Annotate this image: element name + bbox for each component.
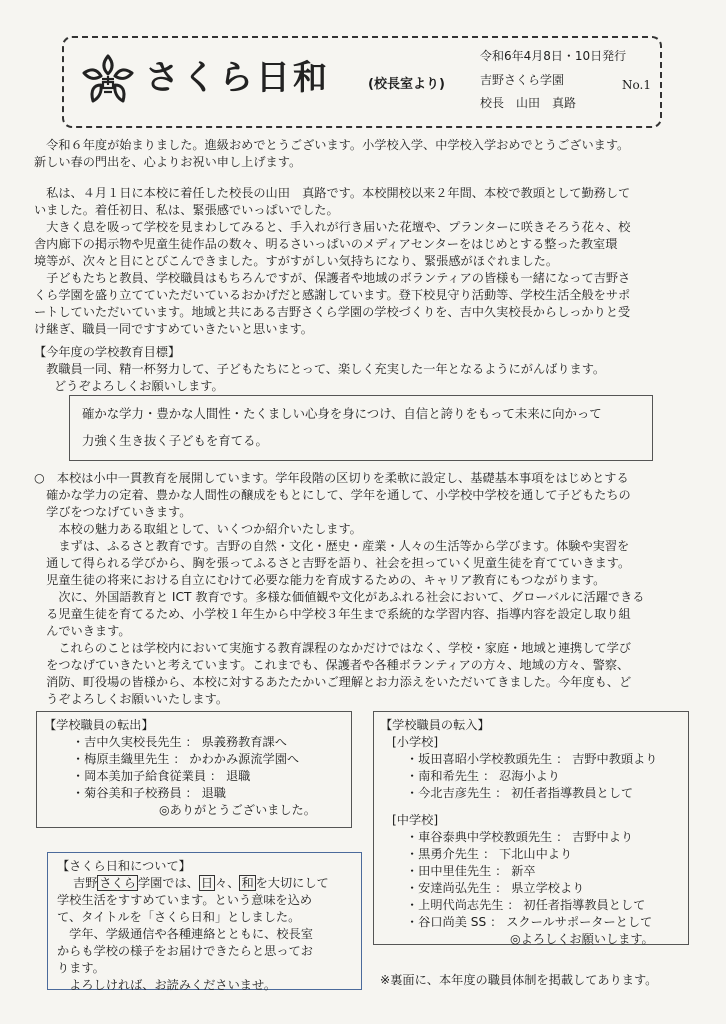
about-text: を大切にして: [255, 876, 329, 890]
text-line: 通して得られる学びから、胸を張ってふるさと吉野を語り、社会を担っていく児童生徒を育てていきます。: [34, 556, 631, 570]
list-item: ・黒勇介先生 ： 下北山中より: [406, 847, 573, 861]
about-section: [57, 858, 357, 994]
text-line: うぞよろしくお願いいたします。: [34, 692, 229, 706]
transfer-out-list: [44, 717, 344, 819]
text-line: くら学園を盛り立てていただいているおかげだと感謝しています。登下校見守り活動等、学校生活全般をサポ: [34, 288, 631, 302]
transfer-in-heading: 【学校職員の転入】: [380, 718, 490, 732]
footer-note: ※裏面に、本年度の職員体制を掲載してあります。: [380, 973, 658, 987]
text-line: 本校の魅力ある取組として、いくつか紹介いたします。: [34, 522, 362, 536]
newsletter-subtitle: (校長室より): [368, 77, 445, 92]
text-line: 大きく息を吸って学校を見まわしてみると、手入れが行き届いた花壇や、プランターに咲きそろう花々、校: [34, 220, 631, 234]
text-line: 境等が、次々と目にとびこんできました。すがすがしい気持ちになり、緊張感がほぐれました。: [34, 254, 559, 268]
goal-text-line: 力強く生き抜く子どもを育てる。: [82, 433, 268, 448]
text-line: 学びをつなげていきます。: [34, 505, 192, 519]
text-line: をつなげていきたいと考えています。これまでも、保護者や各種ボランティアの方々、地域の方々、警察、: [34, 658, 630, 672]
policy-paragraph: [34, 470, 696, 708]
list-item: ・岡本美加子給食従業員 ： 退職: [72, 769, 251, 783]
principal-name: 校長 山田 真路: [480, 96, 577, 110]
text-line: 子どもたちと教員、学校職員はもちろんですが、保護者や地域のボランティアの皆様も一緒になって吉野さ: [34, 271, 631, 285]
text-line: 私は、４月１日に本校に着任した校長の山田 真路です。本校開校以来２年間、本校で教頭として勤務して: [34, 186, 631, 200]
boxed-text: 日: [200, 876, 214, 890]
school-name: 吉野さくら学園: [480, 73, 565, 87]
list-item: ・菊谷美和子校務員 ： 退職: [72, 786, 226, 800]
text-line: る児童生徒を育てるため、小学校１年生から中学校３年生まで系統的な学習内容、指導内容を設定し取り組: [34, 607, 631, 621]
about-text: 々、: [215, 876, 240, 890]
text-line: 令和６年度が始まりました。進級おめでとうございます。小学校入学、中学校入学おめでとうございます。: [34, 138, 630, 152]
newsletter-title: さくら日和: [145, 58, 330, 98]
list-item: ・南和希先生 ： 忍海小より: [406, 769, 560, 783]
issue-number: No.1: [622, 78, 651, 92]
text-line: んでいきます。: [34, 624, 131, 638]
about-text: 学園では、: [137, 876, 199, 890]
regards-note: ◎よろしくお願いします。: [510, 932, 654, 946]
text-line: ○ 本校は小中一貫教育を展開しています。学年段階の区切りを柔軟に設定し、基礎基本事項をはじめとする: [34, 471, 629, 485]
boxed-text: 和: [241, 876, 254, 890]
list-item: ・田中里佳先生 ： 新卒: [406, 864, 536, 878]
text-line: まずは、ふるさと教育です。吉野の自然・文化・歴史・産業・人々の生活等から学びます。体験や実習を: [34, 539, 630, 553]
spacer: [380, 802, 684, 812]
issue-date: 令和6年4月8日・10日発行: [480, 49, 627, 63]
list-item: ・谷口尚美 SS ： スクールサポーターとして: [406, 915, 653, 929]
transfer-in-list: [380, 717, 684, 948]
about-line: 学校生活をすすめています。という意味を込め: [57, 893, 313, 907]
about-line: からも学校の様子をお届けできたらと思ってお: [57, 944, 313, 958]
list-item: ・坂田喜昭小学校教頭先生 ： 吉野中教頭より: [406, 752, 658, 766]
about-line: て、タイトルを「さくら日和」としました。: [57, 910, 301, 924]
greeting-paragraph: [34, 185, 696, 338]
about-line: 学年、学級通信や各種連絡とともに、校長室: [57, 927, 313, 941]
list-item: ・今北吉彦先生 ： 初任者指導教員として: [406, 786, 634, 800]
text-line: 教職員一同、精一杯努力して、子どもたちにとって、楽しく充実した一年となるようにがんばります。: [34, 362, 606, 376]
text-line: 次に、外国語教育と ICT 教育です。多様な価値観や文化があふれる社会において、グローバルに活躍できる: [34, 590, 645, 604]
text-line: け継ぎ、職員一同ですすめていきたいと思います。: [34, 322, 313, 336]
text-line: これらのことは学校内において実施する教育課程のなかだけではなく、学校・家庭・地域と連携して学び: [34, 641, 631, 655]
goal-section: [34, 344, 696, 395]
intro-paragraph: [34, 137, 696, 171]
goal-heading: 【今年度の学校教育目標】: [34, 345, 181, 359]
elementary-heading: [小学校]: [392, 735, 439, 749]
list-item: ・上明代尚志先生 ： 初任者指導教員として: [406, 898, 646, 912]
about-line: ります。: [57, 961, 105, 975]
text-line: どうぞよろしくお願いします。: [54, 379, 224, 393]
about-heading: 【さくら日和について】: [57, 859, 191, 873]
thanks-note: ◎ありがとうございました。: [159, 803, 316, 817]
list-item: ・車谷泰典中学校教頭先生 ： 吉野中より: [406, 830, 634, 844]
sakura-emblem-icon: [80, 52, 136, 108]
about-text: 吉野: [73, 876, 98, 890]
about-line: [57, 875, 357, 892]
text-line: いました。着任初日、私は、緊張感でいっぱいでした。: [34, 203, 339, 217]
text-line: 新しい春の門出を、心よりお祝い申し上げます。: [34, 155, 302, 169]
transfer-out-heading: 【学校職員の転出】: [44, 718, 154, 732]
list-item: ・吉中久実校長先生 ： 県義務教育課へ: [72, 735, 287, 749]
list-item: ・安達尚弘先生 ： 県立学校より: [406, 881, 585, 895]
text-line: 児童生徒の将来における自立にむけて必要な能力を育成するための、キャリア教育にもつながります。: [34, 573, 606, 587]
goal-text-line: 確かな学力・豊かな人間性・たくましい心身を身につけ、自信と誇りをもって未来に向かって: [82, 406, 602, 421]
text-line: ートしていただいています。地域と共にある吉野さくら学園の学校づくりを、吉中久実校長からしっかりと受: [34, 305, 631, 319]
text-line: 消防、町役場の皆様から、本校に対するあたたかいご理解とお力添えをいただいてきました。今年度も、ど: [34, 675, 632, 689]
about-line: よろしければ、お読みくださいませ。: [57, 978, 277, 992]
junior-heading: [中学校]: [392, 813, 439, 827]
boxed-text: さくら: [99, 876, 136, 890]
list-item: ・梅原圭織里先生 ： かわかみ源流学園へ: [72, 752, 300, 766]
text-line: 舎内廊下の掲示物や児童生徒作品の数々、明るさいっぱいのメディアセンターをはじめとする整った教室環: [34, 237, 618, 251]
text-line: 確かな学力の定着、豊かな人間性の醸成をもとにして、学年を通して、小学校中学校を通して子どもたちの: [34, 488, 631, 502]
